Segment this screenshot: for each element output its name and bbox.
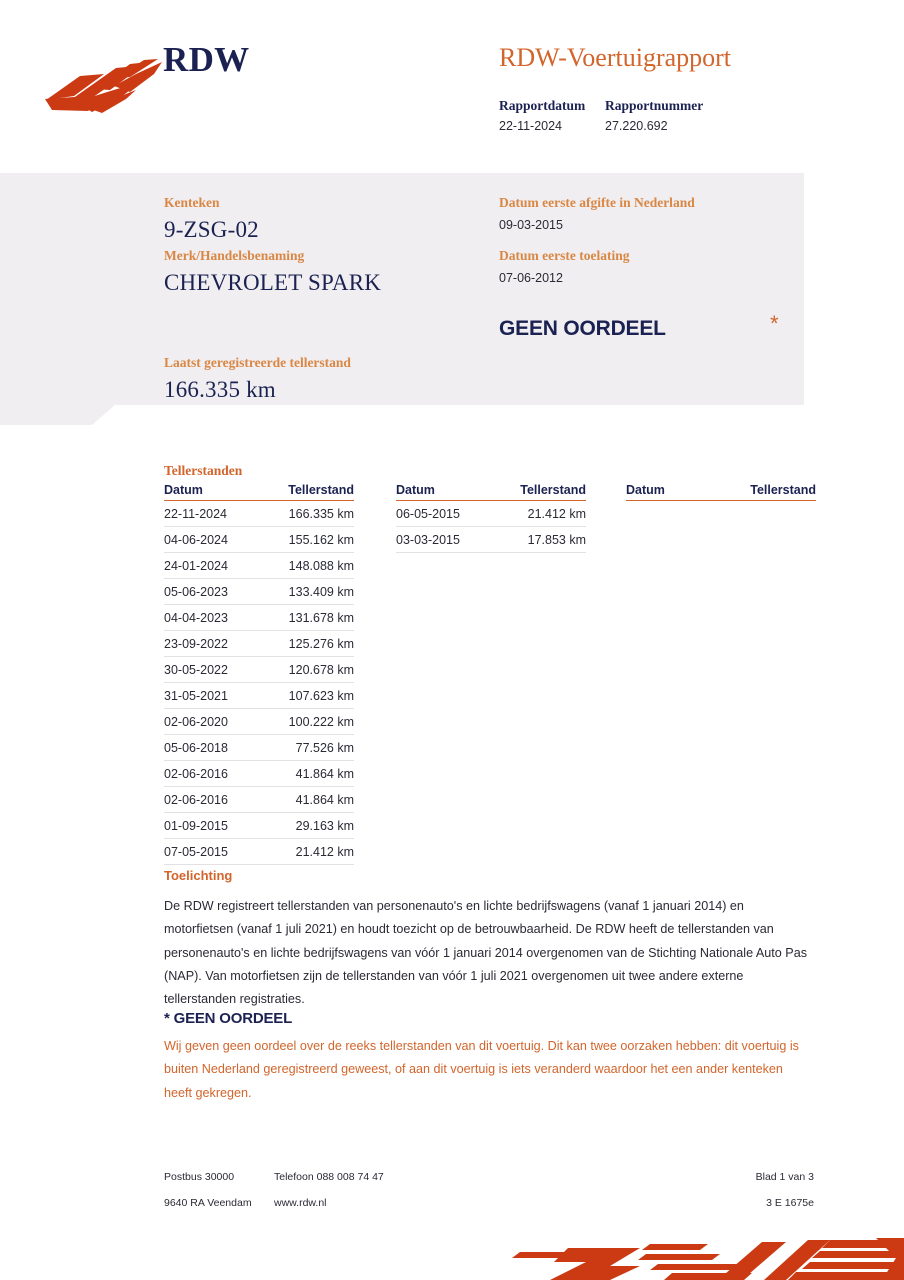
rdw-wordmark: RDW xyxy=(163,40,250,79)
cell-tellerstand: 148.088 km xyxy=(288,558,354,573)
tellerstanden-column-1 xyxy=(164,483,354,865)
footer-website: www.rdw.nl xyxy=(274,1197,327,1209)
cell-datum: 07-05-2015 xyxy=(164,844,228,859)
table-row xyxy=(164,657,354,683)
table-row xyxy=(164,683,354,709)
cell-datum: 23-09-2022 xyxy=(164,636,228,651)
cell-tellerstand: 77.526 km xyxy=(295,740,354,755)
report-date-label: Rapportdatum xyxy=(499,98,586,113)
table-header xyxy=(164,483,354,501)
cell-datum: 02-06-2020 xyxy=(164,714,228,729)
datum-afgifte-label: Datum eerste afgifte in Nederland xyxy=(499,195,695,210)
cell-tellerstand: 166.335 km xyxy=(288,506,354,521)
cell-tellerstand: 21.412 km xyxy=(527,506,586,521)
cell-datum: 31-05-2021 xyxy=(164,688,228,703)
column-header-tellerstand: Tellerstand xyxy=(288,483,354,497)
table-row xyxy=(164,709,354,735)
table-body-2 xyxy=(396,501,586,553)
table-row xyxy=(164,527,354,553)
column-header-tellerstand: Tellerstand xyxy=(520,483,586,497)
laatst-tellerstand-value: 166.335 km xyxy=(164,377,276,402)
cell-datum: 02-06-2016 xyxy=(164,766,228,781)
geen-oordeel-section xyxy=(164,1010,809,1105)
report-date-value: 22-11-2024 xyxy=(499,119,563,133)
column-header-datum: Datum xyxy=(396,483,435,497)
cell-tellerstand: 155.162 km xyxy=(288,532,354,547)
toelichting-section xyxy=(164,868,809,1011)
cell-tellerstand: 17.853 km xyxy=(527,532,586,547)
column-header-tellerstand: Tellerstand xyxy=(750,483,816,497)
cell-tellerstand: 41.864 km xyxy=(295,766,354,781)
table-row xyxy=(164,813,354,839)
cell-datum: 05-06-2023 xyxy=(164,584,228,599)
cell-datum: 24-01-2024 xyxy=(164,558,228,573)
rdw-footer-graphic-icon xyxy=(490,1222,904,1280)
merk-value: CHEVROLET SPARK xyxy=(164,270,382,295)
cell-datum: 05-06-2018 xyxy=(164,740,228,755)
table-header xyxy=(396,483,586,501)
cell-datum: 01-09-2015 xyxy=(164,818,228,833)
footer-address: 9640 RA Veendam xyxy=(164,1197,252,1209)
toelichting-heading: Toelichting xyxy=(164,868,233,883)
cell-datum: 04-06-2024 xyxy=(164,532,228,547)
report-meta xyxy=(499,98,703,133)
cell-datum: 22-11-2024 xyxy=(164,506,228,521)
tellerstanden-column-3 xyxy=(626,483,816,501)
tellerstanden-section xyxy=(164,463,819,863)
cell-tellerstand: 120.678 km xyxy=(288,662,354,677)
cell-datum: 06-05-2015 xyxy=(396,506,460,521)
vehicle-summary-panel xyxy=(0,173,804,425)
footer-row-2 xyxy=(164,1197,814,1223)
asterisk-icon: * xyxy=(770,311,779,336)
tellerstanden-columns xyxy=(164,483,819,863)
table-row xyxy=(164,735,354,761)
toelichting-paragraph: De RDW registreert tellerstanden van personenauto's en lichte bedrijfswagens (vanaf 1 januari 2014) en motorfietsen (vanaf 1 juli 2021) en houdt toezicht op de betrouwbaarheid. De RDW heeft de tellerstanden van personenauto's en lichte bedrijfswagens van vóór 1 januari 2014 overgenomen van de Stichting Nationale Auto Pas (NAP). Van motorfietsen zijn de tellerstanden van vóór 1 juli 2021 overgenomen uit twee andere externe tellerstanden registraties. xyxy=(164,899,808,1007)
page-title: RDW-Voertuigrapport xyxy=(499,43,732,72)
merk-label: Merk/Handelsbenaming xyxy=(164,248,305,263)
rdw-feather-logo-icon xyxy=(44,52,166,114)
table-row xyxy=(164,579,354,605)
datum-toelating-value: 07-06-2012 xyxy=(499,271,563,285)
table-body-1 xyxy=(164,501,354,865)
report-date-block xyxy=(499,98,605,133)
cell-tellerstand: 131.678 km xyxy=(288,610,354,625)
document-footer xyxy=(164,1171,814,1226)
laatst-tellerstand-label: Laatst geregistreerde tellerstand xyxy=(164,355,351,370)
footer-form-code: 3 E 1675e xyxy=(766,1197,814,1209)
cell-tellerstand: 41.864 km xyxy=(295,792,354,807)
cell-tellerstand: 133.409 km xyxy=(288,584,354,599)
footer-postbus: Postbus 30000 xyxy=(164,1171,235,1183)
cell-tellerstand: 21.412 km xyxy=(295,844,354,859)
footer-page-number: Blad 1 van 3 xyxy=(755,1171,814,1183)
footer-row-1 xyxy=(164,1171,814,1197)
column-header-datum: Datum xyxy=(626,483,665,497)
table-row xyxy=(164,787,354,813)
table-row xyxy=(396,527,586,553)
table-row xyxy=(396,501,586,527)
table-row xyxy=(164,605,354,631)
panel-background-notch xyxy=(0,405,804,425)
cell-datum: 04-04-2023 xyxy=(164,610,228,625)
geen-oordeel-heading: * GEEN OORDEEL xyxy=(164,1010,293,1027)
table-row xyxy=(164,761,354,787)
cell-tellerstand: 107.623 km xyxy=(288,688,354,703)
report-number-label: Rapportnummer xyxy=(605,98,704,113)
cell-tellerstand: 125.276 km xyxy=(288,636,354,651)
datum-afgifte-value: 09-03-2015 xyxy=(499,218,563,232)
footer-telefoon: Telefoon 088 008 74 47 xyxy=(274,1171,384,1183)
report-number-value: 27.220.692 xyxy=(605,119,668,133)
cell-tellerstand: 100.222 km xyxy=(288,714,354,729)
table-row xyxy=(164,501,354,527)
column-header-datum: Datum xyxy=(164,483,203,497)
cell-datum: 02-06-2016 xyxy=(164,792,228,807)
table-row xyxy=(164,839,354,865)
cell-datum: 30-05-2022 xyxy=(164,662,228,677)
cell-tellerstand: 29.163 km xyxy=(295,818,354,833)
cell-datum: 03-03-2015 xyxy=(396,532,460,547)
kenteken-label: Kenteken xyxy=(164,195,220,210)
table-row xyxy=(164,631,354,657)
table-header xyxy=(626,483,816,501)
datum-toelating-label: Datum eerste toelating xyxy=(499,248,630,263)
kenteken-value: 9-ZSG-02 xyxy=(164,217,259,242)
tellerstanden-title: Tellerstanden xyxy=(164,463,243,478)
document-header xyxy=(0,0,904,170)
report-number-block xyxy=(605,98,703,133)
status-badge: GEEN OORDEEL xyxy=(499,317,666,340)
tellerstanden-column-2 xyxy=(396,483,586,553)
table-row xyxy=(164,553,354,579)
geen-oordeel-paragraph: Wij geven geen oordeel over de reeks tellerstanden van dit voertuig. Dit kan twee oorzaken hebben: dit voertuig is buiten Nederland geregistreerd geweest, of aan dit voertuig is iets veranderd waardoor het een ander kenteken heeft gekregen. xyxy=(164,1039,799,1100)
